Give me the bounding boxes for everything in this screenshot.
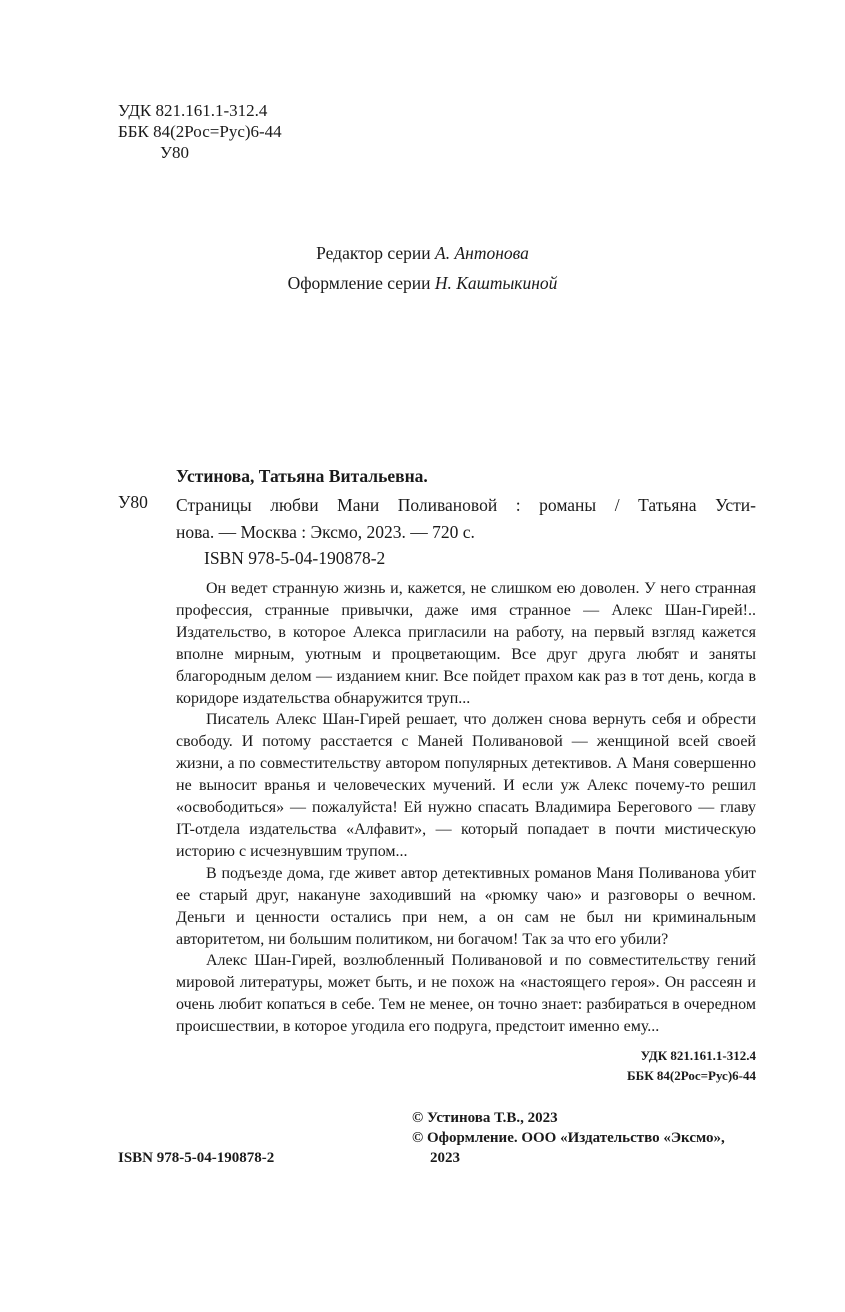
copyright-block bbox=[412, 1108, 725, 1168]
title-line-2: нова. — Москва : Эксмо, 2023. — 720 с. bbox=[176, 522, 475, 542]
isbn-top: ISBN 978-5-04-190878-2 bbox=[204, 548, 386, 568]
bibliographic-mark: У80 bbox=[118, 492, 148, 512]
annotation-paragraph: В подъезде дома, где живет автор детективных романов Маня Поливанова убит ее старый друг, накануне заходивший на «рюмку чаю» и разговоры о вечном. Деньги и ценности остались при нем, а он сам не был ни криминальным авторитетом, ни большим политиком, ни богачом! Так за что его убили? bbox=[176, 864, 756, 948]
bbk-code-bottom: ББК 84(2Рос=Рус)6-44 bbox=[627, 1068, 756, 1083]
annotation-paragraph: Он ведет странную жизнь и, кажется, не слишком ею доволен. У него странная профессия, странные привычки, даже имя странное — Алекс Шан-Гирей!.. Издательство, в которое Алекса пригласили на работу, на первый взгляд кажется вполне мирным, уютным и процветающим. Все друг друга любят и заняты благородным делом — изданием книг. Все пойдет прахом как раз в тот день, когда в коридоре издательства обнаружится труп... bbox=[176, 580, 756, 707]
udk-code-bottom: УДК 821.161.1-312.4 bbox=[640, 1048, 756, 1063]
series-design-label: Оформление серии bbox=[287, 273, 431, 293]
bottom-classification-codes bbox=[560, 1046, 756, 1086]
bbk-code: ББК 84(2Рос=Рус)6-44 bbox=[118, 122, 282, 141]
isbn-bottom: ISBN 978-5-04-190878-2 bbox=[118, 1150, 275, 1166]
copyright-design: © Оформление. ООО «Издательство «Эксмо», bbox=[412, 1130, 725, 1146]
udk-code: УДК 821.161.1-312.4 bbox=[118, 101, 268, 120]
series-editor-label: Редактор серии bbox=[316, 243, 431, 263]
annotation-paragraph: Алекс Шан-Гирей, возлюбленный Поливановой и по совместительству гений мировой литературы, может быть, и не похож на «настоящего героя». Он рассеян и очень любит копаться в себе. Тем не менее, он точно знает: разбираться в очередном происшествии, в которое угодила его подруга, предстоит именно ему... bbox=[176, 952, 756, 1036]
series-editor bbox=[0, 243, 845, 264]
title-line-1: Страницы любви Мани Поливановой : романы / Татьяна Усти- bbox=[176, 495, 756, 515]
bibliographic-description bbox=[176, 492, 756, 546]
series-design-name: Н. Каштыкиной bbox=[434, 273, 558, 293]
classification-codes bbox=[118, 100, 282, 163]
author-mark: У80 bbox=[160, 143, 190, 162]
annotation bbox=[176, 578, 756, 1038]
book-author: Устинова, Татьяна Витальевна. bbox=[176, 466, 428, 486]
copyright-design-year: 2023 bbox=[430, 1150, 460, 1166]
series-editor-name: А. Антонова bbox=[435, 243, 529, 263]
annotation-paragraph: Писатель Алекс Шан-Гирей решает, что должен снова вернуть себя и обрести свободу. И потому расстается с Маней Поливановой — женщиной всей своей жизни, а по совместительству автором популярных детективов. А Маня совершенно не выносит вранья и человеческих мучений. И если уж Алекс почему-то решил «освободиться» — пожалуйста! Ей нужно спасать Владимира Берегового — главу IT-отдела издательства «Алфавит», — который попадает в почти мистическую историю с исчезнувшим трупом... bbox=[176, 711, 756, 860]
series-design bbox=[0, 273, 845, 294]
copyright-author: © Устинова Т.В., 2023 bbox=[412, 1110, 558, 1126]
